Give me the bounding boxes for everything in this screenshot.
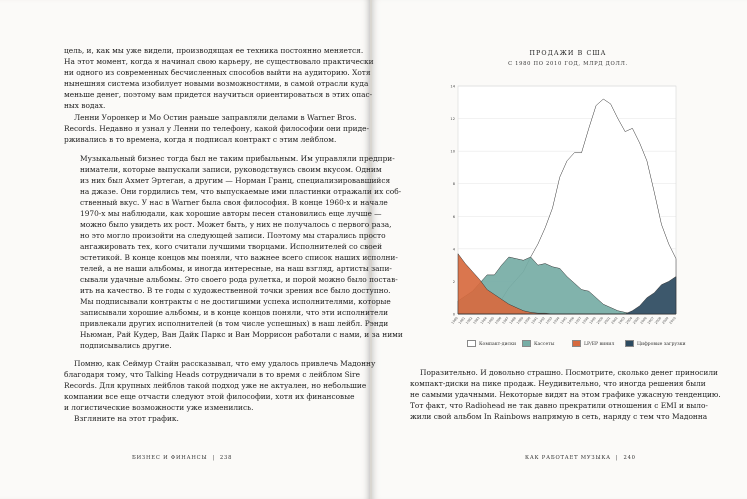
page-number: 238 bbox=[219, 455, 233, 461]
x-tick-label: 2005 bbox=[632, 316, 641, 325]
x-tick-label: 1996 bbox=[566, 316, 576, 325]
legend-label: Компакт-диски bbox=[479, 342, 517, 347]
left-text-line: цель, и, как мы уже видели, производящая ее техника постоянно меняется. bbox=[64, 46, 364, 55]
quote-line: ственный вкус. У нас в Warner была своя философия. В конце 1960-х и начале bbox=[80, 198, 388, 207]
quote-line: Мы подписывали контракты с не достигшими успеха исполнителями, которые bbox=[80, 297, 391, 306]
left-text-line: рживались в то времена, когда я подписал контракт с этим лейблом. bbox=[64, 135, 337, 144]
legend-label: Кассеты bbox=[534, 342, 555, 347]
y-tick-label: 8 bbox=[452, 182, 455, 187]
x-tick-label: 1989 bbox=[515, 316, 525, 325]
quote-line: 1970-х мы наблюдали, как хорошие авторы песен становились еще лучше — bbox=[80, 209, 382, 218]
left-text-line: Records. Недавно я узнал у Ленни по телефону, какой философии они приде- bbox=[64, 124, 369, 133]
x-tick-label: 1980 bbox=[450, 316, 459, 325]
x-tick-label: 1999 bbox=[588, 316, 597, 325]
left-text-line: Ленни Уоронкер и Мо Остин раньше заправляли делами в Warner Bros. bbox=[74, 113, 357, 122]
quote-line: Музыкальный бизнес тогда был не таким прибыльным. Им управляли предпри- bbox=[80, 154, 395, 163]
quote-line: можно было увидеть их рост. Может быть, у них не получалось с первого раза, bbox=[80, 220, 392, 229]
y-tick-label: 10 bbox=[450, 149, 455, 154]
sales-area-chart bbox=[448, 78, 688, 338]
chart-subtitle: С 1980 ПО 2010 ГОД, МЛРД ДОЛЛ. bbox=[508, 61, 628, 67]
quote-line: ниматели, которые выпускали записи, руководствуясь своим вкусом. Одним bbox=[80, 165, 382, 174]
quote-line: из них был Ахмет Эртеган, а другим — Норман Гранц, специализировавшийся bbox=[80, 176, 391, 185]
x-tick-label: 2002 bbox=[610, 316, 619, 325]
left-text-line: На этот момент, когда я начинал свою карьеру, не существовало практически bbox=[64, 57, 374, 66]
quote-line: сывали удачные альбомы. Это своего рода рулетка, и порой можно было постав- bbox=[80, 275, 398, 284]
x-tick-label: 1998 bbox=[581, 316, 590, 325]
running-head: БИЗНЕС И ФИНАНСЫ bbox=[132, 455, 208, 461]
quote-line: телей, а не наши альбомы, и иногда интересные, на наш взгляд, артисты запи- bbox=[80, 264, 392, 273]
footer-separator: | bbox=[212, 455, 215, 461]
legend-item bbox=[572, 340, 614, 349]
x-tick-label: 1992 bbox=[537, 316, 546, 325]
left-text-line: Records. Для крупных лейблов такой подход уже не актуален, но небольшие bbox=[64, 381, 367, 390]
x-tick-label: 1987 bbox=[501, 316, 510, 325]
x-tick-label: 2008 bbox=[653, 316, 663, 325]
quote-line: ангажировать тех, кого считали лучшими творцами. Исполнителей со своей bbox=[80, 242, 383, 251]
y-tick-label: 0 bbox=[452, 312, 455, 317]
legend-item bbox=[625, 340, 686, 349]
x-tick-label: 2001 bbox=[603, 316, 612, 325]
left-text-line: ни одного из современных бесчисленных способов выйти на аудиторию. Хотя bbox=[64, 68, 371, 77]
x-tick-label: 1984 bbox=[479, 316, 488, 325]
y-tick-label: 14 bbox=[450, 84, 455, 89]
legend-label: Цифровые загрузки bbox=[637, 342, 686, 347]
x-tick-label: 2010 bbox=[668, 316, 677, 325]
quote-line: эстетикой. В конце концов мы поняли, что важнее всего список наших исполни- bbox=[80, 253, 398, 262]
left-text-line: ных водах. bbox=[64, 101, 106, 110]
quote-line: привлекали других исполнителей (в том числе успешных) в наш лейбл. Рэнди bbox=[80, 319, 389, 328]
right-text-line: Тот факт, что Radiohead не так давно прекратили отношения с EMI и выло- bbox=[410, 401, 708, 410]
quote-line: подписывались другие. bbox=[80, 341, 172, 350]
legend-item bbox=[467, 340, 516, 349]
legend-swatch bbox=[467, 340, 476, 347]
y-tick-label: 4 bbox=[452, 247, 455, 252]
left-text-line: меньше денег, поэтому вам придется научиться ориентироваться в этих опас- bbox=[64, 90, 373, 99]
x-tick-label: 1997 bbox=[574, 316, 583, 325]
x-tick-label: 1995 bbox=[559, 316, 568, 325]
left-text-line: компании все еще отчасти следуют этой философии, хотя их финансовые bbox=[64, 392, 355, 401]
legend-item bbox=[522, 340, 554, 349]
right-text-line: жили свой альбом In Rainbows напрямую в сеть, наряду с тем что Мадонна bbox=[410, 412, 708, 421]
footer-separator: | bbox=[615, 455, 619, 461]
right-text-line: компакт-диски на пике продаж. Неудивительно, что иногда решения были bbox=[410, 379, 706, 388]
x-tick-label: 2004 bbox=[624, 316, 634, 325]
quote-line: Ньюман, Рай Кудер, Ван Дайк Паркс и Ван Моррисон работали с нами, и за ними bbox=[80, 330, 403, 339]
x-tick-label: 1988 bbox=[508, 316, 517, 325]
legend-swatch bbox=[625, 340, 634, 347]
x-tick-label: 1990 bbox=[523, 316, 532, 325]
legend-swatch bbox=[572, 340, 581, 347]
right-page-footer bbox=[525, 455, 636, 461]
legend-swatch bbox=[522, 340, 531, 347]
x-tick-label: 2000 bbox=[595, 316, 605, 325]
chart-title: ПРОДАЖИ В США bbox=[529, 50, 607, 57]
left-text-line: Помню, как Сеймур Стайн рассказывал, что ему удалось привлечь Мадонну bbox=[74, 359, 376, 368]
page-number: 240 bbox=[623, 455, 636, 461]
quote-line: на джазе. Они гордились тем, что выпускаемые ими пластинки отражали их соб- bbox=[80, 187, 402, 196]
x-tick-label: 1981 bbox=[457, 316, 467, 325]
quote-line: ить на качество. В те годы с художественной точки зрения все было доступно. bbox=[80, 286, 391, 295]
quote-line: записывали хорошие альбомы, и в конце концов поняли, что эти исполнители bbox=[80, 308, 389, 317]
x-tick-label: 1994 bbox=[552, 316, 561, 325]
x-tick-label: 2006 bbox=[639, 316, 648, 325]
left-text-line: и логистические возможности уже изменились. bbox=[64, 403, 254, 412]
x-tick-label: 1982 bbox=[465, 316, 474, 325]
x-tick-label: 1985 bbox=[486, 316, 496, 325]
y-tick-label: 12 bbox=[450, 117, 455, 122]
x-tick-label: 1991 bbox=[530, 316, 539, 325]
y-tick-label: 2 bbox=[452, 279, 455, 284]
legend-label: LP/EP винил bbox=[584, 342, 615, 347]
left-text-line: нынешняя система изобилует новыми возможностями, в самой отрасли куда bbox=[64, 79, 369, 88]
x-tick-label: 2009 bbox=[661, 316, 670, 325]
running-head: КАК РАБОТАЕТ МУЗЫКА bbox=[525, 455, 611, 461]
right-text-line: Поразительно. И довольно страшно. Посмотрите, сколько денег приносили bbox=[420, 368, 718, 377]
left-page-footer bbox=[132, 455, 232, 461]
quote-line: но это могло произойти на следующей записи. Поэтому мы старались просто bbox=[80, 231, 386, 240]
x-tick-label: 2007 bbox=[646, 316, 655, 325]
left-text-line: благодаря тому, что Talking Heads сотрудничали в то время с лейблом Sire bbox=[64, 370, 360, 379]
x-tick-label: 2003 bbox=[617, 316, 626, 325]
right-text-line: не самыми удачными. Некоторые видят на этом графике ужасную тенденцию. bbox=[410, 390, 721, 399]
y-tick-label: 6 bbox=[452, 214, 455, 219]
x-tick-label: 1986 bbox=[494, 316, 503, 325]
x-tick-label: 1983 bbox=[472, 316, 481, 325]
x-tick-label: 1993 bbox=[544, 316, 554, 325]
left-text-line: Взгляните на этот график. bbox=[74, 414, 179, 423]
